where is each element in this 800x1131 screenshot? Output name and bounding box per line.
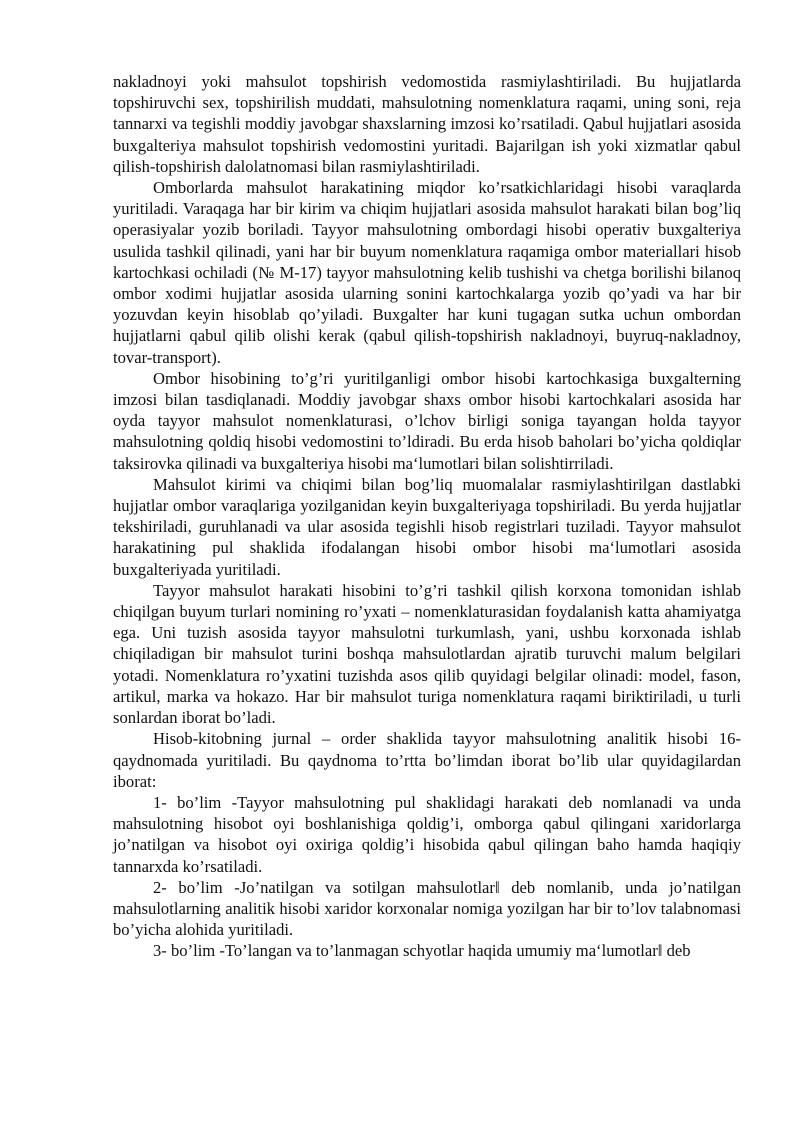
paragraph-7: 1- bo’lim -Tayyor mahsulotning pul shaklidagi harakati deb nomlanadi va unda mahsulotning hisobot oyi boshlanishiga qoldig’i, omborga qabul qilingani xaridorlarga jo’natilgan va hisobot oyi oxiriga qoldig’i hisobida qabul qilingan baho hamda haqiqiy tannarxda ko’rsatiladi. <box>113 792 741 876</box>
paragraph-6: Hisob-kitobning jurnal – order shaklida tayyor mahsulotning analitik hisobi 16-qaydnomada yuritiladi. Bu qaydnoma to’rtta bo’limdan iborat bo’lib ular quyidagilardan iborat: <box>113 729 741 791</box>
paragraph-1: nakladnoyi yoki mahsulot topshirish vedomostida rasmiylashtiriladi. Bu hujjatlarda topshiruvchi sex, topshirilish muddati, mahsulotning nomenklatura raqami, uning soni, reja tannarxi va tegishli moddiy javobgar shaxslarning imzosi ko’rsatiladi. Qabul hujjatlari asosida buxgalteriya mahsulot topshirish vedomostini yuritadi. Bajarilgan ish yoki xizmatlar qabul qilish-topshirish dalolatnomasi bilan rasmiylashtiriladi. <box>113 72 741 176</box>
paragraph-4: Mahsulot kirimi va chiqimi bilan bog’liq muomalalar rasmiylashtirilgan dastlabki hujjatlar ombor varaqlariga yozilganidan keyin buxgalteriyaga topshiriladi. Bu yerda hujjatlar tekshiriladi, guruhlanadi va ular asosida tegishli hisob registrlari tuziladi. Tayyor mahsulot harakatining pul shaklida ifodalangan hisobi ombor hisobi ma‘lumotlari asosida buxgalteriyada yuritiladi. <box>113 474 741 579</box>
paragraph-3: Ombor hisobining to’g’ri yuritilganligi ombor hisobi kartochkasiga buxgalterning imzosi bilan tasdiqlanadi. Moddiy javobgar shaxs ombor hisobi kartochkalari asosida har oyda tayyor mahsulot nomenklaturasi, o’lchov birligi soniga tayangan holda tayyor mahsulotning qoldiq hisobi vedomostini to’ldiradi. Bu erda hisob baholari bo’yicha qoldiqlar taksirovka qilinadi va buxgalteriya hisobi ma‘lumotlari bilan solishtirriladi. <box>113 368 741 473</box>
document-page <box>113 71 741 962</box>
paragraph-9: 3- bo’lim -To’langan va to’lanmagan schyotlar haqida umumiy ma‘lumotlar‖ deb <box>153 941 691 961</box>
paragraph-8: 2- bo’lim -Jo’natilgan va sotilgan mahsulotlar‖ deb nomlanib, unda jo’natilgan mahsulotlarning analitik hisobi xaridor korxonalar nomiga yozilgan har bir to’lov talabnomasi bo’yicha alohida yuritiladi. <box>113 877 741 940</box>
paragraph-2: Omborlarda mahsulot harakatining miqdor ko’rsatkichlaridagi hisobi varaqlarda yuritiladi. Varaqaga har bir kirim va chiqim hujjatlari asosida mahsulot harakati bilan bog’liq operasiyalar yozib boriladi. Tayyor mahsulotning ombordagi hisobi operativ buxgalteriya usulida tashkil qilinadi, yani har bir buyum nomenklatura raqamiga ombor materiallari hisob kartochkasi ochiladi (№ M-17) tayyor mahsulotning kelib tushishi va chetga borilishi bilanoq ombor xodimi hujjatlar asosida ularning sonini kartochkalarga yozib qo’yadi va har bir yozuvdan keyin hisoblab qo’yiladi. Buxgalter har kuni tugagan sutka uchun ombordan hujjatlarni qabul qilib olishi kerak (qabul qilish-topshirish nakladnoyi, buyruq-nakladnoy, tovar-transport). <box>113 178 741 367</box>
paragraph-5: Tayyor mahsulot harakati hisobini to’g’ri tashkil qilish korxona tomonidan ishlab chiqilgan buyum turlari nomining ro’yxati – nomenklaturasidan foydalanish katta ahamiyatga ega. Uni tuzish asosida tayyor mahsulotni turkumlash, yani, ushbu korxonada ishlab chiqiladigan bir mahsulot turini boshqa mahsulotlardan ajratib turuvchi malum belgilari yotadi. Nomenklatura ro’yxatini tuzishda asos qilib quyidagi belgilar olinadi: model, fason, artikul, marka va hokazo. Har bir mahsulot turiga nomenklatura raqami biriktiriladi, u turli sonlardan iborat bo’ladi. <box>113 580 741 728</box>
